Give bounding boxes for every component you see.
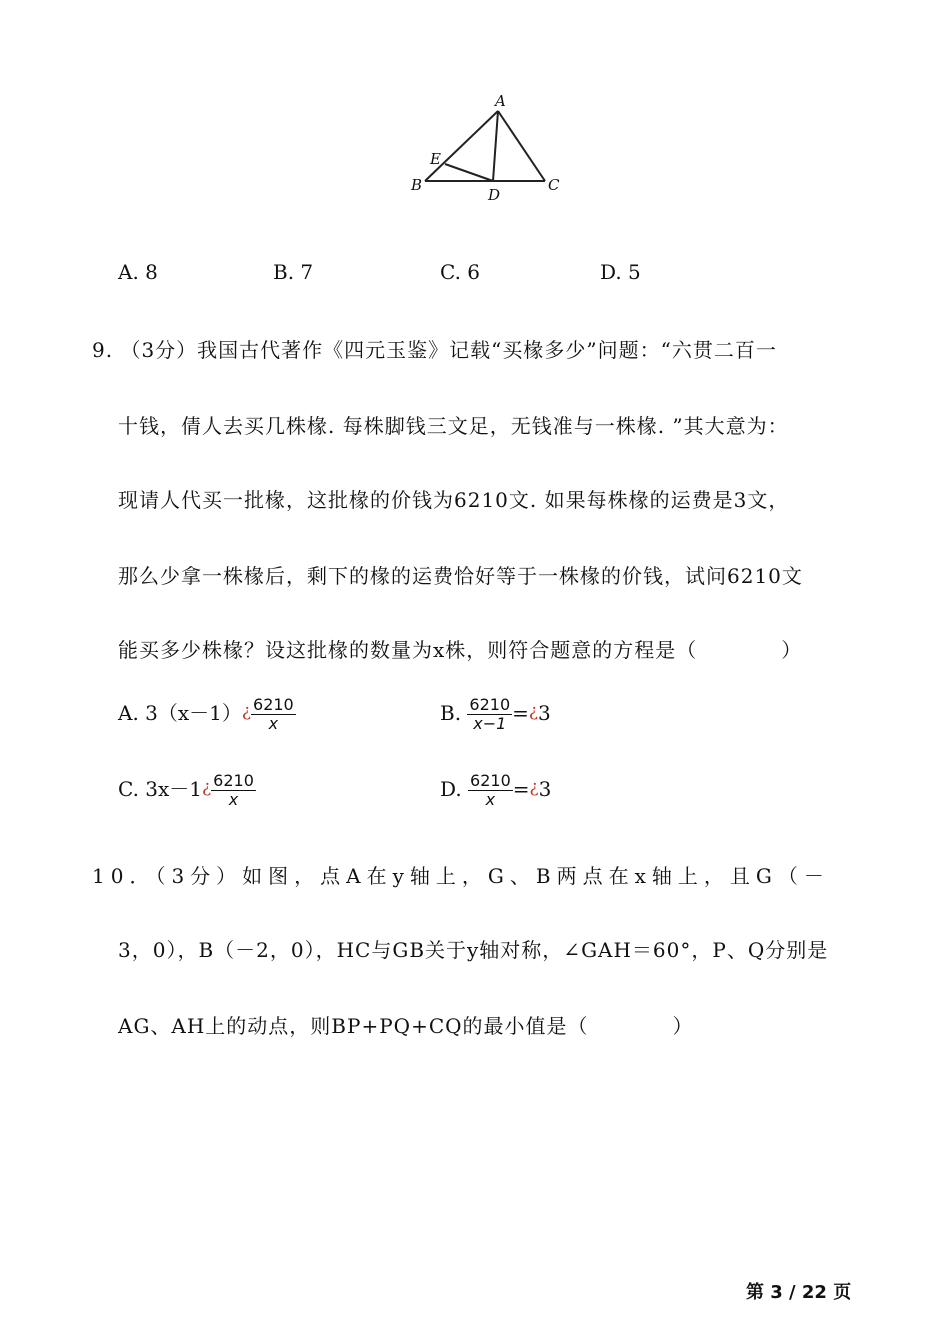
q9-option-b — [440, 696, 551, 733]
triangle-lines — [425, 111, 545, 181]
segment-ed — [445, 164, 493, 181]
q9-option-b-suffix: 3 — [538, 701, 551, 725]
q8-option-c: C. 6 — [440, 260, 481, 284]
q9-option-d-glyph: ¿ — [529, 777, 539, 797]
fraction-numerator: 6210 — [470, 771, 511, 790]
q9-line-2: 十钱，倩人去买几株椽. 每株脚钱三文足，无钱准与一株椽. ”其大意为： — [118, 414, 789, 438]
fraction-numerator: 6210 — [213, 771, 254, 790]
q9-option-b-glyph: ¿ — [528, 701, 539, 721]
q9-option-c-glyph: ¿ — [202, 777, 212, 797]
q9-line-4: 那么少拿一株椽后，剩下的椽的运费恰好等于一株椽的价钱，试问6210文 — [118, 564, 803, 588]
q9-option-a — [118, 696, 296, 733]
label-c: C — [548, 176, 560, 194]
equals-sign: = — [512, 777, 530, 801]
label-d: D — [488, 186, 501, 204]
label-e: E — [430, 150, 441, 168]
q10-line-3: AG、AH上的动点，则BP+PQ+CQ的最小值是（ ） — [118, 1014, 694, 1038]
q9-option-b-prefix: B. — [440, 701, 468, 725]
label-a: A — [495, 92, 506, 110]
q9-option-d — [440, 772, 551, 809]
q9-option-c-prefix: C. 3x－1 — [118, 777, 203, 801]
page-number: 第 3 / 22 页 — [746, 1282, 852, 1303]
q9-option-c-fraction — [211, 772, 256, 809]
side-ac — [498, 111, 545, 181]
fraction-numerator: 6210 — [469, 695, 511, 714]
fraction-denominator: x — [485, 790, 496, 809]
q9-option-a-glyph: ¿ — [241, 701, 252, 721]
fraction-denominator: x — [268, 714, 279, 733]
q9-option-a-fraction — [251, 696, 296, 733]
q8-option-b: B. 7 — [273, 260, 314, 284]
equals-sign: = — [512, 701, 529, 725]
q9-line-3: 现请人代买一批椽，这批椽的价钱为6210文. 如果每株椽的运费是3文， — [118, 488, 790, 512]
q10-line-1: 10．（3分）如图，点A在y轴上，G、B两点在x轴上，且G（－ — [92, 864, 830, 888]
label-b: B — [411, 176, 423, 194]
q9-option-d-prefix: D. — [440, 777, 469, 801]
fraction-numerator: 6210 — [253, 695, 294, 714]
fraction-denominator: x−1 — [473, 714, 507, 733]
q9-option-d-fraction — [468, 772, 513, 809]
q9-line-5: 能买多少株椽？设这批椽的数量为x株，则符合题意的方程是（ ） — [118, 638, 803, 662]
q10-line-2: 3，0），B（－2，0），HC与GB关于y轴对称，∠GAH＝60°，P、Q分别是 — [118, 938, 829, 962]
q8-option-a: A. 8 — [118, 260, 158, 284]
q9-option-b-fraction — [467, 696, 512, 733]
segment-ad — [493, 111, 498, 181]
q8-option-d: D. 5 — [600, 260, 641, 284]
triangle-figure — [405, 92, 575, 212]
q9-option-d-suffix: 3 — [538, 777, 552, 801]
q9-option-a-prefix: A. 3（x－1） — [118, 701, 242, 725]
q9-line-1: 9. （3分）我国古代著作《四元玉鉴》记载“买椽多少”问题：“六贯二百一 — [92, 338, 777, 362]
q9-option-c — [118, 772, 256, 809]
fraction-denominator: x — [228, 790, 239, 809]
